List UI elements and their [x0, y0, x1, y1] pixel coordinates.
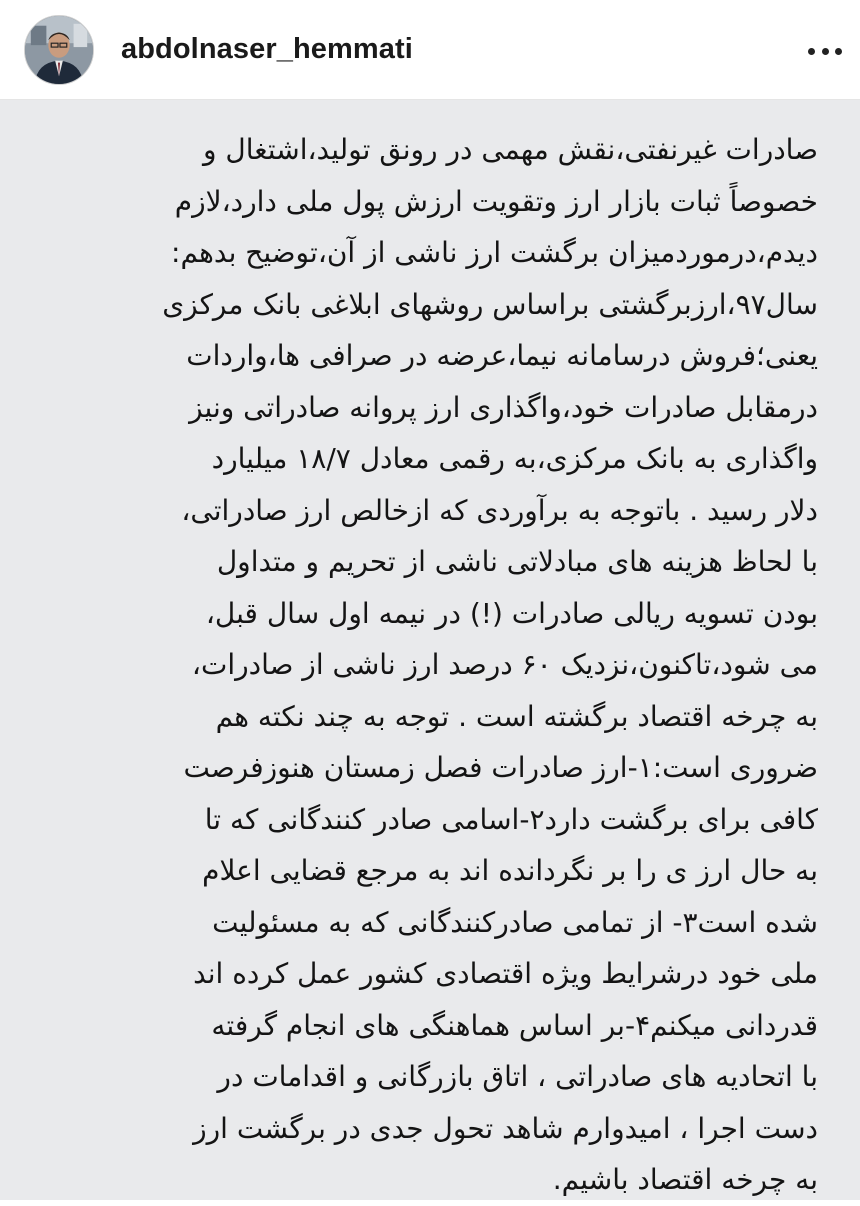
- ellipsis-icon[interactable]: [808, 38, 842, 64]
- avatar[interactable]: [24, 15, 94, 85]
- username[interactable]: abdolnaser_hemmati: [121, 33, 413, 65]
- profile-photo-icon: [25, 16, 93, 84]
- ellipsis-dot: [808, 48, 815, 55]
- ellipsis-dot: [835, 48, 842, 55]
- post-image-body: [0, 100, 860, 1200]
- post-text: صادرات غیرنفتی،نقش مهمی در رونق تولید،اشتغال و خصوصاً ثبات بازار ارز وتقویت ارزش پول ملی دارد،لازم دیدم،درموردمیزان برگشت ارز ناشی از آن،توضیح بدهم: سال۹۷،ارزبرگشتی براساس روشهای ابلاغی بانک مرکزی یعنی؛فروش درسامانه نیما،عرضه در صرافی ها،واردات درمقابل صادرات خود،واگذاری ارز پروانه صادراتی ونیز واگذاری به بانک مرکزی،به رقمی معادل ۱۸/۷ میلیارد دلار رسید . باتوجه به برآوردی که ازخالص ارز صادراتی، با لحاظ هزینه های مبادلاتی ناشی از تحریم و متداول بودن تسویه ریالی صادرات (!) در نیمه اول سال قبل، می شود،تاکنون،نزدیک ۶۰ درصد ارز ناشی از صادرات، به چرخه اقتصاد برگشته است . توجه به چند نکته هم ضروری است:۱-ارز صادرات فصل زمستان هنوزفرصت کافی برای برگشت دارد۲-اسامی صادر کنندگانی که تا به حال ارز ی را بر نگردانده اند به مرجع قضایی اعلام شده است۳- از تمامی صادرکنندگانی که به مسئولیت ملی خود درشرایط ویژه اقتصادی کشور عمل کرده اند قدردانی میکنم۴-بر اساس هماهنگی های انجام گرفته با اتحادیه های صادراتی ، اتاق بازرگانی و اقدامات در دست اجرا ، امیدوارم شاهد تحول جدی در برگشت ارز به چرخه اقتصاد باشیم.: [162, 133, 818, 1196]
- post-header: [0, 0, 860, 100]
- ellipsis-dot: [822, 48, 829, 55]
